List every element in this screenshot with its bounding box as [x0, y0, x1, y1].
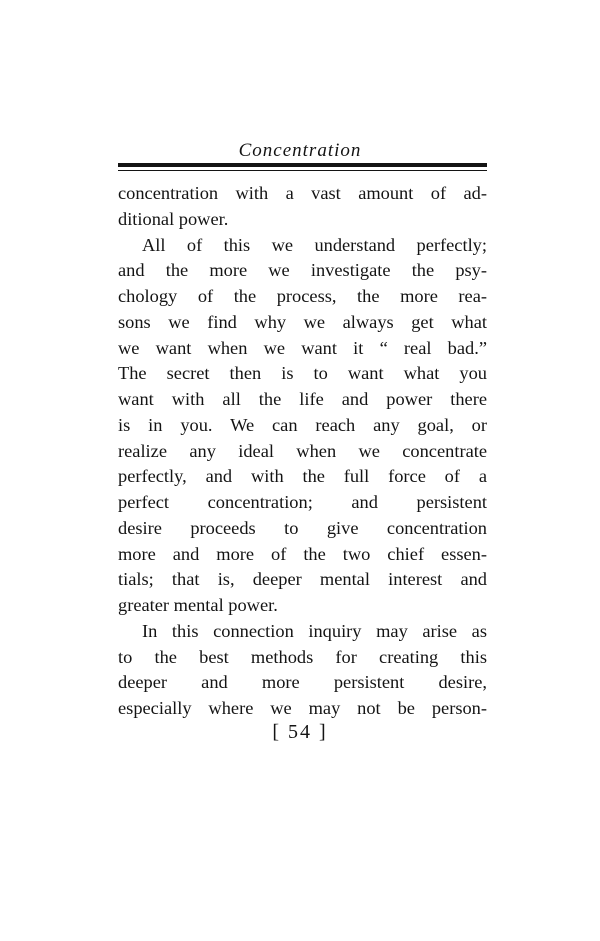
text-line: greater mental power.: [118, 595, 278, 615]
text-line: tials; that is, deeper mental interest and: [118, 569, 487, 590]
body-text: [118, 181, 487, 722]
page-number: [ 54 ]: [272, 721, 328, 743]
header-rule-thin: [118, 170, 487, 171]
text-line: deeper and more persistent desire,: [118, 672, 487, 693]
text-line: ditional power.: [118, 208, 229, 229]
text-line: realize any ideal when we concentrate: [118, 440, 487, 461]
running-head-title: Concentration: [238, 140, 362, 161]
header-rule-thick: [118, 163, 487, 167]
text-line: The secret then is to want what you: [118, 363, 487, 384]
text-line: chology of the process, the more rea-: [118, 286, 487, 306]
text-line: especially where we may not be person-: [118, 698, 487, 718]
text-line: want with all the life and power there: [118, 389, 487, 409]
text-line: All of this we understand perfectly;: [142, 234, 487, 255]
text-line: is in you. We can reach any goal, or: [118, 414, 487, 435]
text-line: we want when we want it “ real bad.”: [118, 337, 487, 358]
text-line: more and more of the two chief essen-: [118, 543, 487, 564]
text-line: In this connection inquiry may arise as: [142, 620, 487, 641]
text-line: concentration with a vast amount of ad-: [118, 183, 487, 203]
text-line: desire proceeds to give concentration: [118, 517, 487, 538]
text-line: sons we find why we always get what: [118, 311, 487, 332]
text-line: to the best methods for creating this: [118, 646, 487, 667]
text-line: perfectly, and with the full force of a: [118, 466, 487, 487]
text-line: and the more we investigate the psy-: [118, 260, 487, 281]
text-line: perfect concentration; and persistent: [118, 492, 487, 512]
